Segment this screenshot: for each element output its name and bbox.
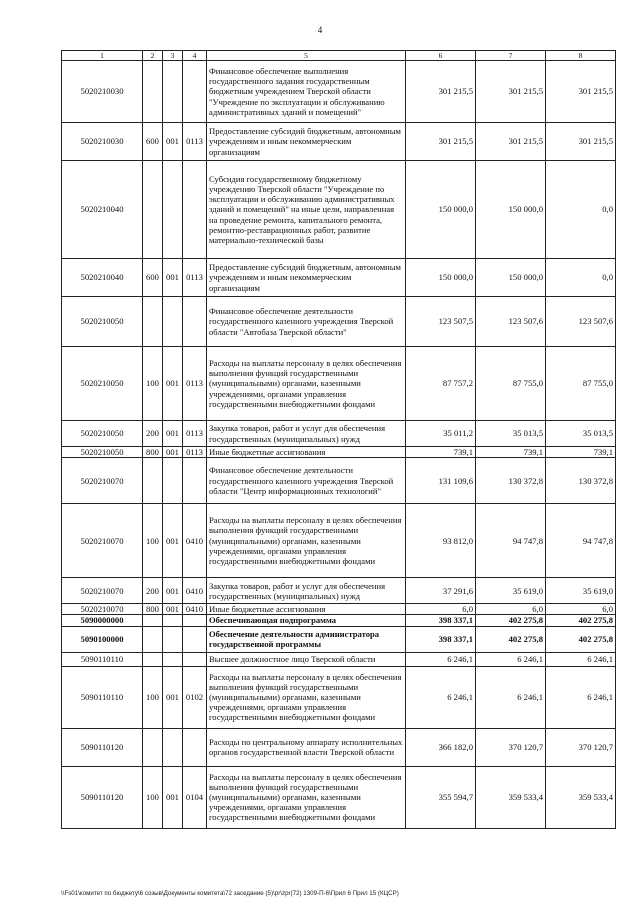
amount-year2-cell: 301 215,5 bbox=[476, 61, 546, 123]
table-row bbox=[62, 666, 616, 728]
vr-cell: 800 bbox=[143, 604, 163, 615]
pr-cell: 0113 bbox=[183, 259, 207, 297]
pr-cell: 0113 bbox=[183, 123, 207, 161]
amount-year3-cell: 87 755,0 bbox=[546, 347, 616, 421]
name-cell: Предоставление субсидий бюджетным, автономным учреждениям и иным некоммерческим организациям bbox=[207, 123, 406, 161]
name-cell: Финансовое обеспечение деятельности государственного казенного учреждения Тверской области "Центр информационных технологий" bbox=[207, 458, 406, 504]
rz-cell bbox=[163, 61, 183, 123]
vr-cell: 800 bbox=[143, 447, 163, 458]
amount-year1-cell: 87 757,2 bbox=[406, 347, 476, 421]
amount-year3-cell: 0,0 bbox=[546, 161, 616, 259]
amount-year1-cell: 123 507,5 bbox=[406, 297, 476, 347]
vr-cell: 100 bbox=[143, 766, 163, 828]
amount-year3-cell: 123 507,6 bbox=[546, 297, 616, 347]
pr-cell bbox=[183, 458, 207, 504]
amount-year3-cell: 402 275,8 bbox=[546, 626, 616, 652]
amount-year3-cell: 6 246,1 bbox=[546, 652, 616, 666]
table-row bbox=[62, 615, 616, 626]
pr-cell: 0113 bbox=[183, 347, 207, 421]
table-row bbox=[62, 297, 616, 347]
table-row bbox=[62, 447, 616, 458]
rz-cell bbox=[163, 161, 183, 259]
footer-file-path: \\Fs01\комитет по бюджету\6 созыв\Документы комитета\72 заседание (5)\pr\zpr(72) 1309-П-6\Прил 6 Прил 15 (КЦСР) bbox=[61, 890, 399, 897]
vr-cell bbox=[143, 652, 163, 666]
amount-year3-cell: 0,0 bbox=[546, 259, 616, 297]
kcsr-cell: 5020210030 bbox=[62, 123, 143, 161]
amount-year2-cell: 123 507,6 bbox=[476, 297, 546, 347]
vr-cell: 100 bbox=[143, 347, 163, 421]
kcsr-cell: 5020210050 bbox=[62, 421, 143, 447]
amount-year1-cell: 150 000,0 bbox=[406, 161, 476, 259]
rz-cell: 001 bbox=[163, 504, 183, 578]
vr-cell bbox=[143, 61, 163, 123]
pr-cell bbox=[183, 61, 207, 123]
vr-cell: 600 bbox=[143, 259, 163, 297]
amount-year2-cell: 6 246,1 bbox=[476, 652, 546, 666]
name-cell: Закупка товаров, работ и услуг для обеспечения государственных (муниципальных) нужд bbox=[207, 421, 406, 447]
pr-cell: 0410 bbox=[183, 504, 207, 578]
amount-year2-cell: 6 246,1 bbox=[476, 666, 546, 728]
name-cell: Высшее должностное лицо Тверской области bbox=[207, 652, 406, 666]
vr-cell bbox=[143, 728, 163, 766]
amount-year1-cell: 93 812,0 bbox=[406, 504, 476, 578]
kcsr-cell: 5020210070 bbox=[62, 504, 143, 578]
kcsr-cell: 5020210050 bbox=[62, 347, 143, 421]
column-number: 2 bbox=[143, 51, 163, 61]
amount-year3-cell: 35 013,5 bbox=[546, 421, 616, 447]
table-row bbox=[62, 347, 616, 421]
amount-year2-cell: 150 000,0 bbox=[476, 259, 546, 297]
amount-year1-cell: 739,1 bbox=[406, 447, 476, 458]
table-row bbox=[62, 626, 616, 652]
amount-year2-cell: 130 372,8 bbox=[476, 458, 546, 504]
table-row bbox=[62, 259, 616, 297]
kcsr-cell: 5090100000 bbox=[62, 626, 143, 652]
amount-year1-cell: 6 246,1 bbox=[406, 666, 476, 728]
kcsr-cell: 5020210050 bbox=[62, 297, 143, 347]
table-row bbox=[62, 421, 616, 447]
table-row bbox=[62, 604, 616, 615]
rz-cell: 001 bbox=[163, 421, 183, 447]
vr-cell bbox=[143, 458, 163, 504]
name-cell: Иные бюджетные ассигнования bbox=[207, 604, 406, 615]
table-row bbox=[62, 61, 616, 123]
kcsr-cell: 5020210050 bbox=[62, 447, 143, 458]
kcsr-cell: 5020210040 bbox=[62, 161, 143, 259]
amount-year1-cell: 301 215,5 bbox=[406, 61, 476, 123]
amount-year1-cell: 35 011,2 bbox=[406, 421, 476, 447]
column-number: 8 bbox=[546, 51, 616, 61]
kcsr-cell: 5020210070 bbox=[62, 458, 143, 504]
kcsr-cell: 5020210070 bbox=[62, 578, 143, 604]
rz-cell: 001 bbox=[163, 666, 183, 728]
column-number: 1 bbox=[62, 51, 143, 61]
amount-year2-cell: 35 013,5 bbox=[476, 421, 546, 447]
table-row bbox=[62, 728, 616, 766]
name-cell: Субсидия государственному бюджетному учреждению Тверской области "Учреждение по эксплуатации и обслуживанию административных зданий и помещений" на иные цели, направленная на проведение ремонта, капитального ремонта, ремонтно-реставрационных работ, развитие материально-технической базы bbox=[207, 161, 406, 259]
pr-cell: 0113 bbox=[183, 421, 207, 447]
amount-year1-cell: 301 215,5 bbox=[406, 123, 476, 161]
pr-cell: 0104 bbox=[183, 766, 207, 828]
amount-year3-cell: 739,1 bbox=[546, 447, 616, 458]
pr-cell: 0102 bbox=[183, 666, 207, 728]
column-number: 7 bbox=[476, 51, 546, 61]
pr-cell bbox=[183, 626, 207, 652]
rz-cell bbox=[163, 652, 183, 666]
amount-year1-cell: 355 594,7 bbox=[406, 766, 476, 828]
amount-year3-cell: 94 747,8 bbox=[546, 504, 616, 578]
name-cell: Финансовое обеспечение деятельности государственного казенного учреждения Тверской области "Автобаза Тверской области" bbox=[207, 297, 406, 347]
rz-cell: 001 bbox=[163, 347, 183, 421]
amount-year2-cell: 301 215,5 bbox=[476, 123, 546, 161]
amount-year2-cell: 150 000,0 bbox=[476, 161, 546, 259]
kcsr-cell: 5090110120 bbox=[62, 766, 143, 828]
rz-cell: 001 bbox=[163, 604, 183, 615]
rz-cell bbox=[163, 297, 183, 347]
column-number: 6 bbox=[406, 51, 476, 61]
table-row bbox=[62, 504, 616, 578]
name-cell: Обеспечивающая подпрограмма bbox=[207, 615, 406, 626]
column-number-row bbox=[62, 51, 616, 61]
amount-year1-cell: 150 000,0 bbox=[406, 259, 476, 297]
pr-cell bbox=[183, 615, 207, 626]
amount-year2-cell: 370 120,7 bbox=[476, 728, 546, 766]
amount-year2-cell: 87 755,0 bbox=[476, 347, 546, 421]
table-row bbox=[62, 578, 616, 604]
vr-cell: 100 bbox=[143, 504, 163, 578]
name-cell: Расходы на выплаты персоналу в целях обеспечения выполнения функций государственными (муниципальными) органами, казенными учреждениями, органами управления государственными внебюджетными фондами bbox=[207, 504, 406, 578]
amount-year3-cell: 6 246,1 bbox=[546, 666, 616, 728]
kcsr-cell: 5020210040 bbox=[62, 259, 143, 297]
amount-year2-cell: 6,0 bbox=[476, 604, 546, 615]
rz-cell bbox=[163, 626, 183, 652]
amount-year3-cell: 402 275,8 bbox=[546, 615, 616, 626]
table-row bbox=[62, 123, 616, 161]
name-cell: Расходы на выплаты персоналу в целях обеспечения выполнения функций государственными (муниципальными) органами, казенными учреждениями, органами управления государственными внебюджетными фондами bbox=[207, 766, 406, 828]
name-cell: Расходы по центральному аппарату исполнительных органов государственной власти Тверской области bbox=[207, 728, 406, 766]
rz-cell: 001 bbox=[163, 123, 183, 161]
vr-cell: 600 bbox=[143, 123, 163, 161]
rz-cell: 001 bbox=[163, 766, 183, 828]
column-number: 3 bbox=[163, 51, 183, 61]
vr-cell bbox=[143, 297, 163, 347]
page-number: 4 bbox=[317, 25, 323, 35]
amount-year3-cell: 301 215,5 bbox=[546, 123, 616, 161]
amount-year2-cell: 359 533,4 bbox=[476, 766, 546, 828]
kcsr-cell: 5020210070 bbox=[62, 604, 143, 615]
kcsr-cell: 5020210030 bbox=[62, 61, 143, 123]
amount-year1-cell: 6,0 bbox=[406, 604, 476, 615]
rz-cell bbox=[163, 615, 183, 626]
name-cell: Предоставление субсидий бюджетным, автономным учреждениям и иным некоммерческим организациям bbox=[207, 259, 406, 297]
vr-cell bbox=[143, 161, 163, 259]
budget-table bbox=[61, 50, 616, 829]
rz-cell bbox=[163, 458, 183, 504]
column-number: 4 bbox=[183, 51, 207, 61]
vr-cell bbox=[143, 626, 163, 652]
vr-cell bbox=[143, 615, 163, 626]
table-row bbox=[62, 766, 616, 828]
amount-year1-cell: 6 246,1 bbox=[406, 652, 476, 666]
table-row bbox=[62, 161, 616, 259]
amount-year2-cell: 402 275,8 bbox=[476, 615, 546, 626]
amount-year1-cell: 398 337,1 bbox=[406, 626, 476, 652]
amount-year2-cell: 35 619,0 bbox=[476, 578, 546, 604]
kcsr-cell: 5090110110 bbox=[62, 652, 143, 666]
kcsr-cell: 5090110110 bbox=[62, 666, 143, 728]
amount-year2-cell: 94 747,8 bbox=[476, 504, 546, 578]
amount-year3-cell: 130 372,8 bbox=[546, 458, 616, 504]
amount-year2-cell: 739,1 bbox=[476, 447, 546, 458]
amount-year3-cell: 6,0 bbox=[546, 604, 616, 615]
pr-cell: 0410 bbox=[183, 578, 207, 604]
column-number: 5 bbox=[207, 51, 406, 61]
name-cell: Обеспечение деятельности администратора государственной программы bbox=[207, 626, 406, 652]
name-cell: Расходы на выплаты персоналу в целях обеспечения выполнения функций государственными (муниципальными) органами, казенными учреждениями, органами управления государственными внебюджетными фондами bbox=[207, 347, 406, 421]
vr-cell: 100 bbox=[143, 666, 163, 728]
pr-cell: 0113 bbox=[183, 447, 207, 458]
amount-year1-cell: 131 109,6 bbox=[406, 458, 476, 504]
pr-cell bbox=[183, 728, 207, 766]
rz-cell: 001 bbox=[163, 578, 183, 604]
pr-cell bbox=[183, 161, 207, 259]
amount-year3-cell: 301 215,5 bbox=[546, 61, 616, 123]
name-cell: Расходы на выплаты персоналу в целях обеспечения выполнения функций государственными (муниципальными) органами, казенными учреждениями, органами управления государственными внебюджетными фондами bbox=[207, 666, 406, 728]
amount-year1-cell: 366 182,0 bbox=[406, 728, 476, 766]
name-cell: Финансовое обеспечение выполнения государственного задания государственным бюджетным учреждением Тверской области "Учреждение по эксплуатации и обслуживанию административных зданий и помещений" bbox=[207, 61, 406, 123]
rz-cell: 001 bbox=[163, 259, 183, 297]
table-row bbox=[62, 458, 616, 504]
name-cell: Иные бюджетные ассигнования bbox=[207, 447, 406, 458]
amount-year3-cell: 35 619,0 bbox=[546, 578, 616, 604]
amount-year1-cell: 37 291,6 bbox=[406, 578, 476, 604]
amount-year3-cell: 370 120,7 bbox=[546, 728, 616, 766]
rz-cell bbox=[163, 728, 183, 766]
kcsr-cell: 5090110120 bbox=[62, 728, 143, 766]
rz-cell: 001 bbox=[163, 447, 183, 458]
name-cell: Закупка товаров, работ и услуг для обеспечения государственных (муниципальных) нужд bbox=[207, 578, 406, 604]
pr-cell bbox=[183, 297, 207, 347]
table-row bbox=[62, 652, 616, 666]
vr-cell: 200 bbox=[143, 421, 163, 447]
amount-year3-cell: 359 533,4 bbox=[546, 766, 616, 828]
amount-year2-cell: 402 275,8 bbox=[476, 626, 546, 652]
kcsr-cell: 5090000000 bbox=[62, 615, 143, 626]
pr-cell bbox=[183, 652, 207, 666]
vr-cell: 200 bbox=[143, 578, 163, 604]
pr-cell: 0410 bbox=[183, 604, 207, 615]
amount-year1-cell: 398 337,1 bbox=[406, 615, 476, 626]
